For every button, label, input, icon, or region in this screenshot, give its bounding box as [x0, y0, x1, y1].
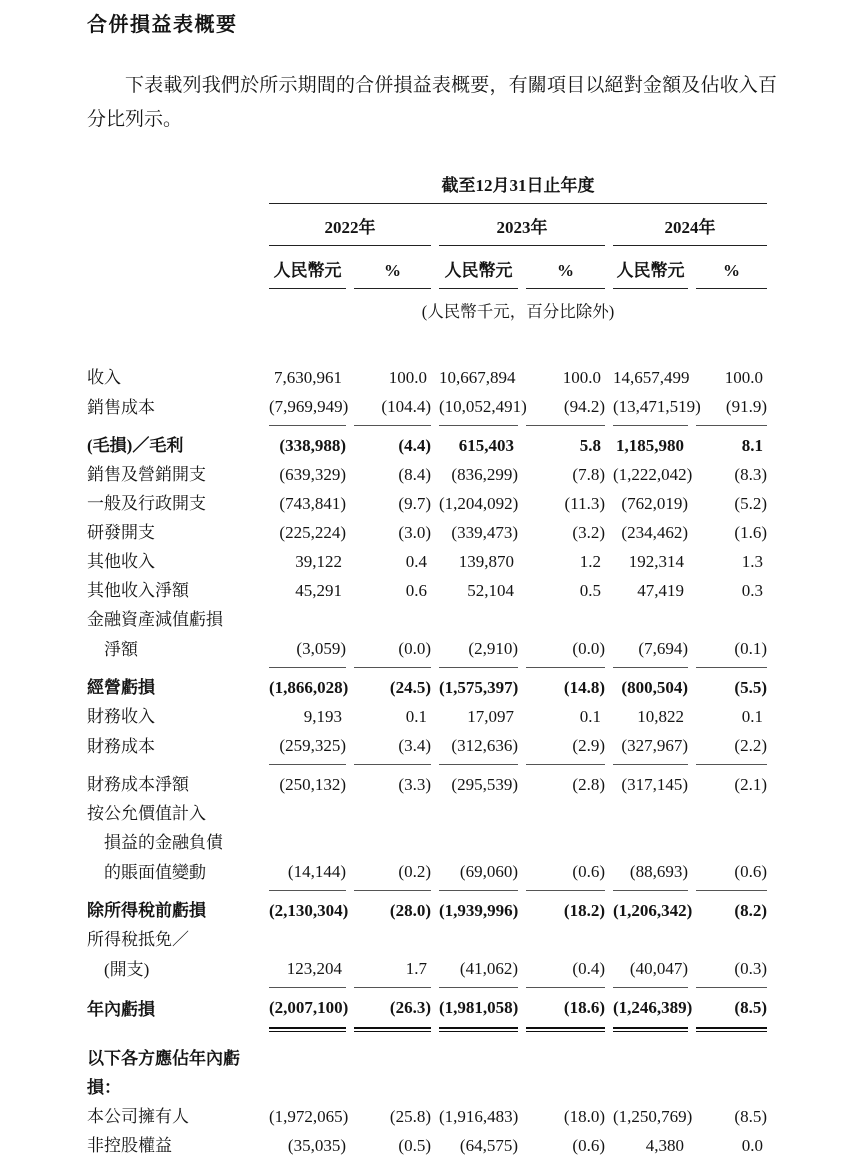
cell-value: (25.8)	[389, 1107, 431, 1126]
cell-value: 5.8	[579, 436, 601, 455]
cell-value: (8.5)	[696, 993, 767, 1029]
cell-value: (312,636)	[439, 731, 518, 765]
cell-value: (327,967)	[613, 731, 688, 765]
cell-value: (8.4)	[398, 465, 431, 484]
cell-value: (8.2)	[734, 901, 767, 920]
table-row	[87, 702, 777, 731]
cell-value: (2.9)	[526, 731, 605, 765]
cell-value: (40,047)	[613, 954, 688, 988]
cell-value: (0.2)	[354, 857, 431, 891]
row-label: 淨額	[104, 640, 138, 659]
table-row	[87, 605, 777, 634]
year-header-row	[87, 213, 777, 246]
cell-value: 192,314	[628, 552, 684, 571]
cell-value: (88,693)	[613, 857, 688, 891]
cell-value: (1,981,058)	[439, 993, 518, 1029]
unit-note-row	[87, 297, 777, 327]
cell-value: (0.0)	[526, 634, 605, 668]
cell-value: (3,059)	[269, 634, 346, 668]
table-row	[87, 1131, 777, 1160]
cell-value: 9,193	[303, 707, 342, 726]
row-label: 其他收入	[87, 552, 155, 571]
cell-value: (0.0)	[354, 634, 431, 668]
unit-note: (人民幣千元，百分比除外)	[421, 302, 615, 321]
year-header-2023: 2023年	[439, 213, 605, 246]
row-label: 以下各方應佔年內虧損：	[87, 1049, 240, 1097]
row-label: 研發開支	[87, 523, 155, 542]
cell-value: 17,097	[467, 707, 514, 726]
year-header-2022: 2022年	[269, 213, 431, 246]
row-label: 財務成本	[87, 737, 155, 756]
table-row	[87, 673, 777, 702]
cell-value: (35,035)	[287, 1136, 346, 1155]
cell-value: 0.1	[405, 707, 427, 726]
cell-value: 1.3	[741, 552, 763, 571]
cell-value: (2.8)	[572, 775, 605, 794]
row-label: 其他收入淨額	[87, 581, 189, 600]
cell-value: 100.0	[388, 368, 427, 387]
cell-value: (0.6)	[572, 1136, 605, 1155]
table-row	[87, 363, 777, 392]
cell-value: (0.3)	[696, 954, 767, 988]
table-row	[87, 518, 777, 547]
table-row	[87, 1044, 777, 1102]
cell-value: 39,122	[295, 552, 342, 571]
cell-value: (639,329)	[279, 465, 346, 484]
cell-value: 0.3	[741, 581, 763, 600]
row-label: 本公司擁有人	[87, 1107, 189, 1126]
cell-value: 0.1	[579, 707, 601, 726]
cell-value: (104.4)	[354, 392, 431, 426]
year-header-2024: 2024年	[613, 213, 767, 246]
cell-value: (0.6)	[526, 857, 605, 891]
cell-value: 52,104	[467, 581, 514, 600]
cell-value: (7.8)	[572, 465, 605, 484]
cell-value: (11.3)	[564, 494, 605, 513]
cell-value: (13,471,519)	[613, 392, 688, 426]
cell-value: (26.3)	[354, 993, 431, 1029]
table-row	[87, 576, 777, 605]
cell-value: (0.6)	[696, 857, 767, 891]
cell-value: (69,060)	[439, 857, 518, 891]
unit-header: %	[696, 256, 767, 289]
table-header	[87, 171, 777, 327]
cell-value: (91.9)	[696, 392, 767, 426]
cell-value: 10,822	[637, 707, 684, 726]
cell-value: (8.5)	[734, 1107, 767, 1126]
row-label: 所得稅抵免／	[87, 930, 189, 949]
cell-value: (338,988)	[279, 436, 346, 455]
cell-value: (1,866,028)	[269, 678, 349, 697]
cell-value: (317,145)	[621, 775, 688, 794]
row-label: 收入	[87, 368, 121, 387]
cell-value: 0.0	[741, 1136, 763, 1155]
row-label: 年內虧損	[87, 1000, 155, 1019]
cell-value: (14,144)	[269, 857, 346, 891]
unit-header: %	[526, 256, 605, 289]
cell-value: (762,019)	[621, 494, 688, 513]
cell-value: (28.0)	[389, 901, 431, 920]
unit-header-row	[87, 256, 777, 289]
cell-value: 1,185,980	[616, 436, 684, 455]
row-label: 按公允價值計入	[87, 804, 206, 823]
row-label: 損益的金融負債	[104, 833, 223, 852]
table-row	[87, 954, 777, 988]
cell-value: (94.2)	[526, 392, 605, 426]
page-title: 合併損益表概要	[87, 14, 238, 36]
cell-value: (800,504)	[621, 678, 688, 697]
cell-value: (0.4)	[526, 954, 605, 988]
cell-value: 139,870	[458, 552, 514, 571]
cell-value: (18.6)	[526, 993, 605, 1029]
cell-value: (5.5)	[734, 678, 767, 697]
cell-value: (10,052,491)	[439, 392, 518, 426]
cell-value: 0.1	[741, 707, 763, 726]
cell-value: 4,380	[645, 1136, 684, 1155]
table-row	[87, 993, 777, 1029]
table-body	[87, 363, 777, 1160]
cell-value: (1,222,042)	[613, 465, 693, 484]
table-row	[87, 770, 777, 799]
cell-value: (339,473)	[451, 523, 518, 542]
cell-value: (1,246,389)	[613, 993, 688, 1029]
row-label: 銷售成本	[87, 398, 155, 417]
row-label: 金融資產減值虧損	[87, 610, 223, 629]
cell-value: (7,969,949)	[269, 392, 346, 426]
cell-value: (18.0)	[563, 1107, 605, 1126]
cell-value: 14,657,499	[613, 368, 690, 387]
cell-value: (743,841)	[279, 494, 346, 513]
cell-value: (1,204,092)	[439, 494, 519, 513]
cell-value: (3.4)	[354, 731, 431, 765]
cell-value: (1,916,483)	[439, 1107, 519, 1126]
cell-value: (5.2)	[734, 494, 767, 513]
cell-value: (2.1)	[734, 775, 767, 794]
cell-value: 123,204	[269, 954, 346, 988]
cell-value: (1,250,769)	[613, 1107, 693, 1126]
row-label: 一般及行政開支	[87, 494, 206, 513]
cell-value: 100.0	[562, 368, 601, 387]
cell-value: (234,462)	[621, 523, 688, 542]
cell-value: (2,007,100)	[269, 993, 346, 1029]
cell-value: (2,130,304)	[269, 901, 349, 920]
cell-value: (7,694)	[613, 634, 688, 668]
cell-value: (3.2)	[572, 523, 605, 542]
row-label: 銷售及營銷開支	[87, 465, 206, 484]
cell-value: (1,206,342)	[613, 901, 693, 920]
income-statement-table	[87, 171, 777, 1160]
intro-paragraph: 下表載列我們於所示期間的合併損益表概要，有關項目以絕對金額及佔收入百分比列示。	[87, 75, 777, 130]
cell-value: 0.6	[405, 581, 427, 600]
table-row	[87, 392, 777, 426]
cell-value: (0.5)	[398, 1136, 431, 1155]
cell-value: (18.2)	[563, 901, 605, 920]
table-row	[87, 731, 777, 765]
cell-value: 1.2	[579, 552, 601, 571]
cell-value: 1.7	[354, 954, 431, 988]
cell-value: (41,062)	[439, 954, 518, 988]
cell-value: (1,575,397)	[439, 678, 519, 697]
cell-value: (836,299)	[451, 465, 518, 484]
table-row	[87, 799, 777, 828]
cell-value: (8.3)	[734, 465, 767, 484]
row-label: (開支)	[104, 960, 150, 979]
row-label: 非控股權益	[87, 1136, 172, 1155]
cell-value: 7,630,961	[274, 368, 342, 387]
cell-value: (295,539)	[451, 775, 518, 794]
table-row	[87, 896, 777, 925]
cell-value: 615,403	[458, 436, 514, 455]
table-row	[87, 857, 777, 891]
cell-value: (0.1)	[696, 634, 767, 668]
unit-header: %	[354, 256, 431, 289]
cell-value: 0.4	[405, 552, 427, 571]
cell-value: (4.4)	[398, 436, 431, 455]
period-header: 截至12月31日止年度	[269, 171, 767, 204]
cell-value: (64,575)	[459, 1136, 518, 1155]
period-header-row	[87, 171, 777, 204]
cell-value: 0.5	[579, 581, 601, 600]
cell-value: 8.1	[741, 436, 763, 455]
cell-value: (24.5)	[389, 678, 431, 697]
unit-header: 人民幣元	[439, 256, 518, 289]
unit-header: 人民幣元	[613, 256, 688, 289]
cell-value: (259,325)	[269, 731, 346, 765]
cell-value: (2,910)	[439, 634, 518, 668]
table-row	[87, 634, 777, 668]
cell-value: 47,419	[637, 581, 684, 600]
cell-value: (1.6)	[734, 523, 767, 542]
cell-value: (225,224)	[279, 523, 346, 542]
cell-value: (3.0)	[398, 523, 431, 542]
table-row	[87, 1102, 777, 1131]
cell-value: (9.7)	[398, 494, 431, 513]
cell-value: (1,939,996)	[439, 901, 519, 920]
table-row	[87, 489, 777, 518]
table-row	[87, 828, 777, 857]
cell-value: 100.0	[724, 368, 763, 387]
table-row	[87, 547, 777, 576]
unit-header: 人民幣元	[269, 256, 346, 289]
cell-value: (2.2)	[696, 731, 767, 765]
cell-value: (1,972,065)	[269, 1107, 349, 1126]
row-label: 的賬面值變動	[104, 863, 206, 882]
cell-value: 10,667,894	[439, 368, 516, 387]
row-label: (毛損)／毛利	[87, 436, 184, 455]
table-row	[87, 460, 777, 489]
cell-value: (250,132)	[279, 775, 346, 794]
cell-value: 45,291	[295, 581, 342, 600]
row-label: 除所得稅前虧損	[87, 901, 206, 920]
table-row	[87, 431, 777, 460]
cell-value: (14.8)	[563, 678, 605, 697]
row-label: 財務收入	[87, 707, 155, 726]
row-label: 經營虧損	[87, 678, 155, 697]
table-row	[87, 925, 777, 954]
cell-value: (3.3)	[398, 775, 431, 794]
row-label: 財務成本淨額	[87, 775, 189, 794]
